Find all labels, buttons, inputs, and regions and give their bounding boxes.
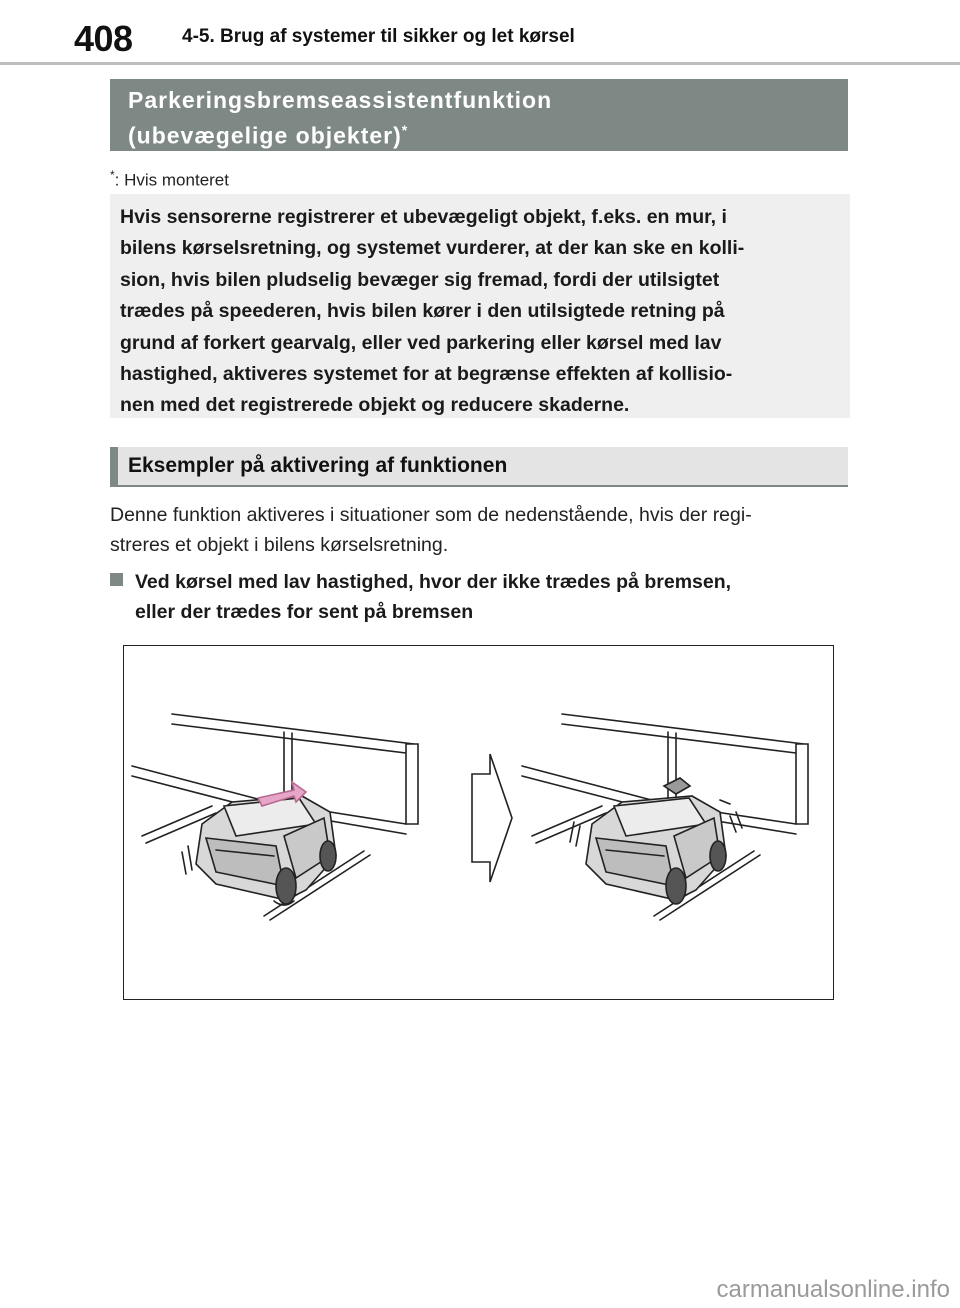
section-title-marker: * [401,122,409,138]
subheading-text: Eksempler på aktivering af funktionen [128,454,508,477]
section-title-line-1: Parkeringsbremseassistentfunktion [128,87,553,113]
chapter-title: 4-5. Brug af systemer til sikker og let kørsel [182,26,575,47]
body-line: Denne funktion aktiveres i situationer som de nedenstående, hvis der regi- [110,504,752,526]
car-after-illustration [522,714,808,920]
footnote-text: : Hvis monteret [114,170,229,190]
section-title-line-2 [128,115,830,151]
bullet-line: eller der trædes for sent på bremsen [135,601,474,623]
bullet-line: Ved kørsel med lav hastighed, hvor der ikke trædes på bremsen, [135,571,732,593]
bullet-item [110,567,850,627]
section-title-text: (ubevægelige objekter) [128,122,402,149]
summary-box [110,194,850,418]
summary-line: hastighed, aktiveres systemet for at begrænse effekten af kollisio- [120,363,733,386]
footnote [110,168,229,191]
page-number: 408 [74,18,133,59]
summary-line: nen med det registrerede objekt og reducere skaderne. [120,394,630,417]
body-line: streres et objekt i bilens kørselsretning. [110,534,449,556]
arrow-right-icon [472,754,512,882]
body-paragraph [110,500,850,560]
subheading [110,447,848,487]
summary-line: bilens kørselsretning, og systemet vurderer, at der kan ske en kolli- [120,237,745,260]
summary-line: sion, hvis bilen pludselig bevæger sig fremad, fordi der utilsigtet [120,268,720,291]
square-bullet-icon [110,573,123,586]
summary-line: grund af forkert gearvalg, eller ved parkering eller kørsel med lav [120,331,722,354]
footnote-marker: * [110,168,115,182]
summary-line: trædes på speederen, hvis bilen kører i den utilsigtede retning på [120,300,725,323]
illustration-svg [124,646,835,1001]
header-divider [0,62,960,65]
car-before-illustration [132,714,418,920]
summary-line: Hvis sensorerne registrerer et ubevægeligt objekt, f.eks. en mur, i [120,206,727,228]
illustration-frame [123,645,834,1000]
section-title-box [110,79,848,151]
watermark: carmanualsonline.info [716,1276,950,1303]
